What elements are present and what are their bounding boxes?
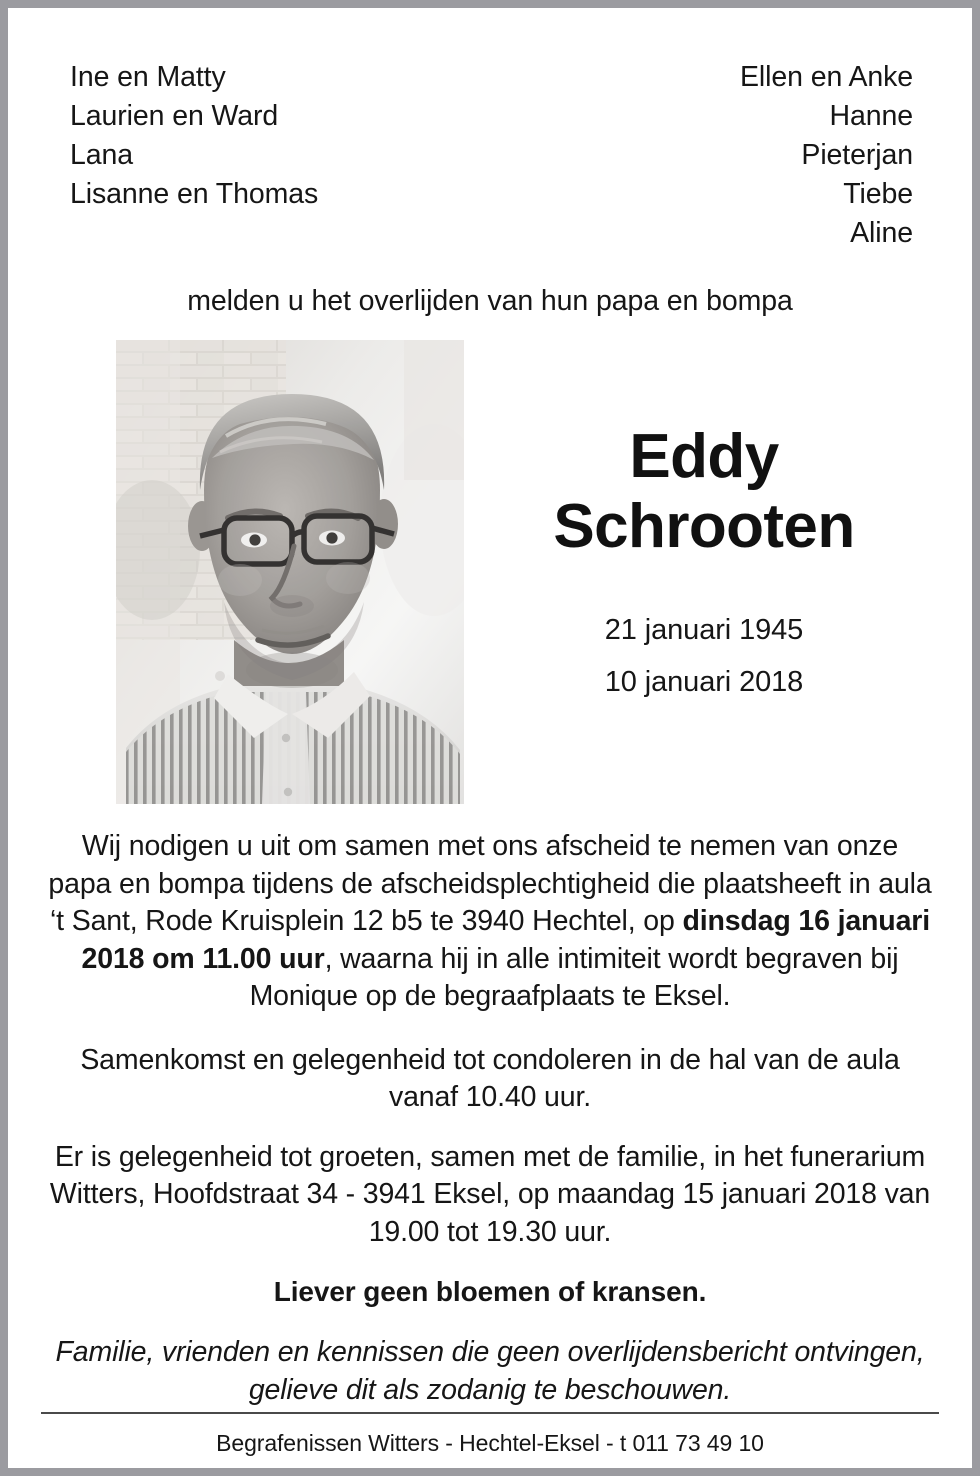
family-names-left-column [34,58,318,214]
announcement-line: melden u het overlijden van hun papa en bompa [187,285,793,317]
general-notice: Familie, vrienden en kennissen die geen overlijdensbericht ontvingen, gelieve dit als zodanig te beschouwen. [55,1336,925,1406]
notice-body [34,828,946,1409]
portrait-photo-graphic [116,340,464,804]
family-name-item: Pieterjan [801,139,913,171]
family-name-item: Tiebe [843,178,913,210]
visitation-paragraph: Er is gelegenheid tot groeten, samen met de familie, in het funerarium Witters, Hoofdstraat 34 - 3941 Eksel, op maandag 15 januari 2018 van 19.00 tot 19.30 uur. [49,1140,931,1248]
invitation-text-part2: , waarna hij in alle intimiteit wordt begraven bij Monique op de begraafplaats te Eksel. [249,942,899,1012]
deceased-name [480,422,928,562]
family-name-item: Lisanne en Thomas [70,178,319,210]
funeral-home-info: Begrafenissen Witters - Hechtel-Eksel - t 011 73 49 10 [216,1430,764,1456]
family-name-item: Ine en Matty [70,61,226,93]
footer [8,1412,972,1468]
deceased-last-name: Schrooten [553,492,855,561]
invitation-paragraph [34,828,946,1016]
ceremony-datetime: dinsdag 16 januari 2018 om 11.00 uur [81,905,930,975]
death-date: 10 januari 2018 [604,666,804,698]
family-name-item: Hanne [829,100,913,132]
notice-inner [8,8,972,1468]
birth-date: 21 januari 1945 [604,614,804,646]
deceased-first-name: Eddy [629,422,779,491]
deceased-dates [480,604,928,708]
no-flowers-notice: Liever geen bloemen of kransen. [273,1276,707,1307]
family-names-right-column [740,58,946,253]
family-name-item: Aline [850,217,913,249]
portrait-photo [116,340,464,804]
family-name-item: Ellen en Anke [740,61,913,93]
condolences-paragraph: Samenkomst en gelegenheid tot condoleren in de hal van de aula vanaf 10.40 uur. [80,1043,900,1113]
family-name-item: Lana [70,139,134,171]
family-name-item: Laurien en Ward [70,100,279,132]
hero-section [34,340,946,804]
family-names-row [34,8,946,253]
invitation-text-part1: Wij nodigen u uit om samen met ons afscheid te nemen van onze papa en bompa tijdens de afscheidsplechtigheid die plaatsheeft in aula ‘t Sant, Rode Kruisplein 12 b5 te 3940 Hechtel, op [48,830,932,937]
deceased-info [464,340,946,708]
